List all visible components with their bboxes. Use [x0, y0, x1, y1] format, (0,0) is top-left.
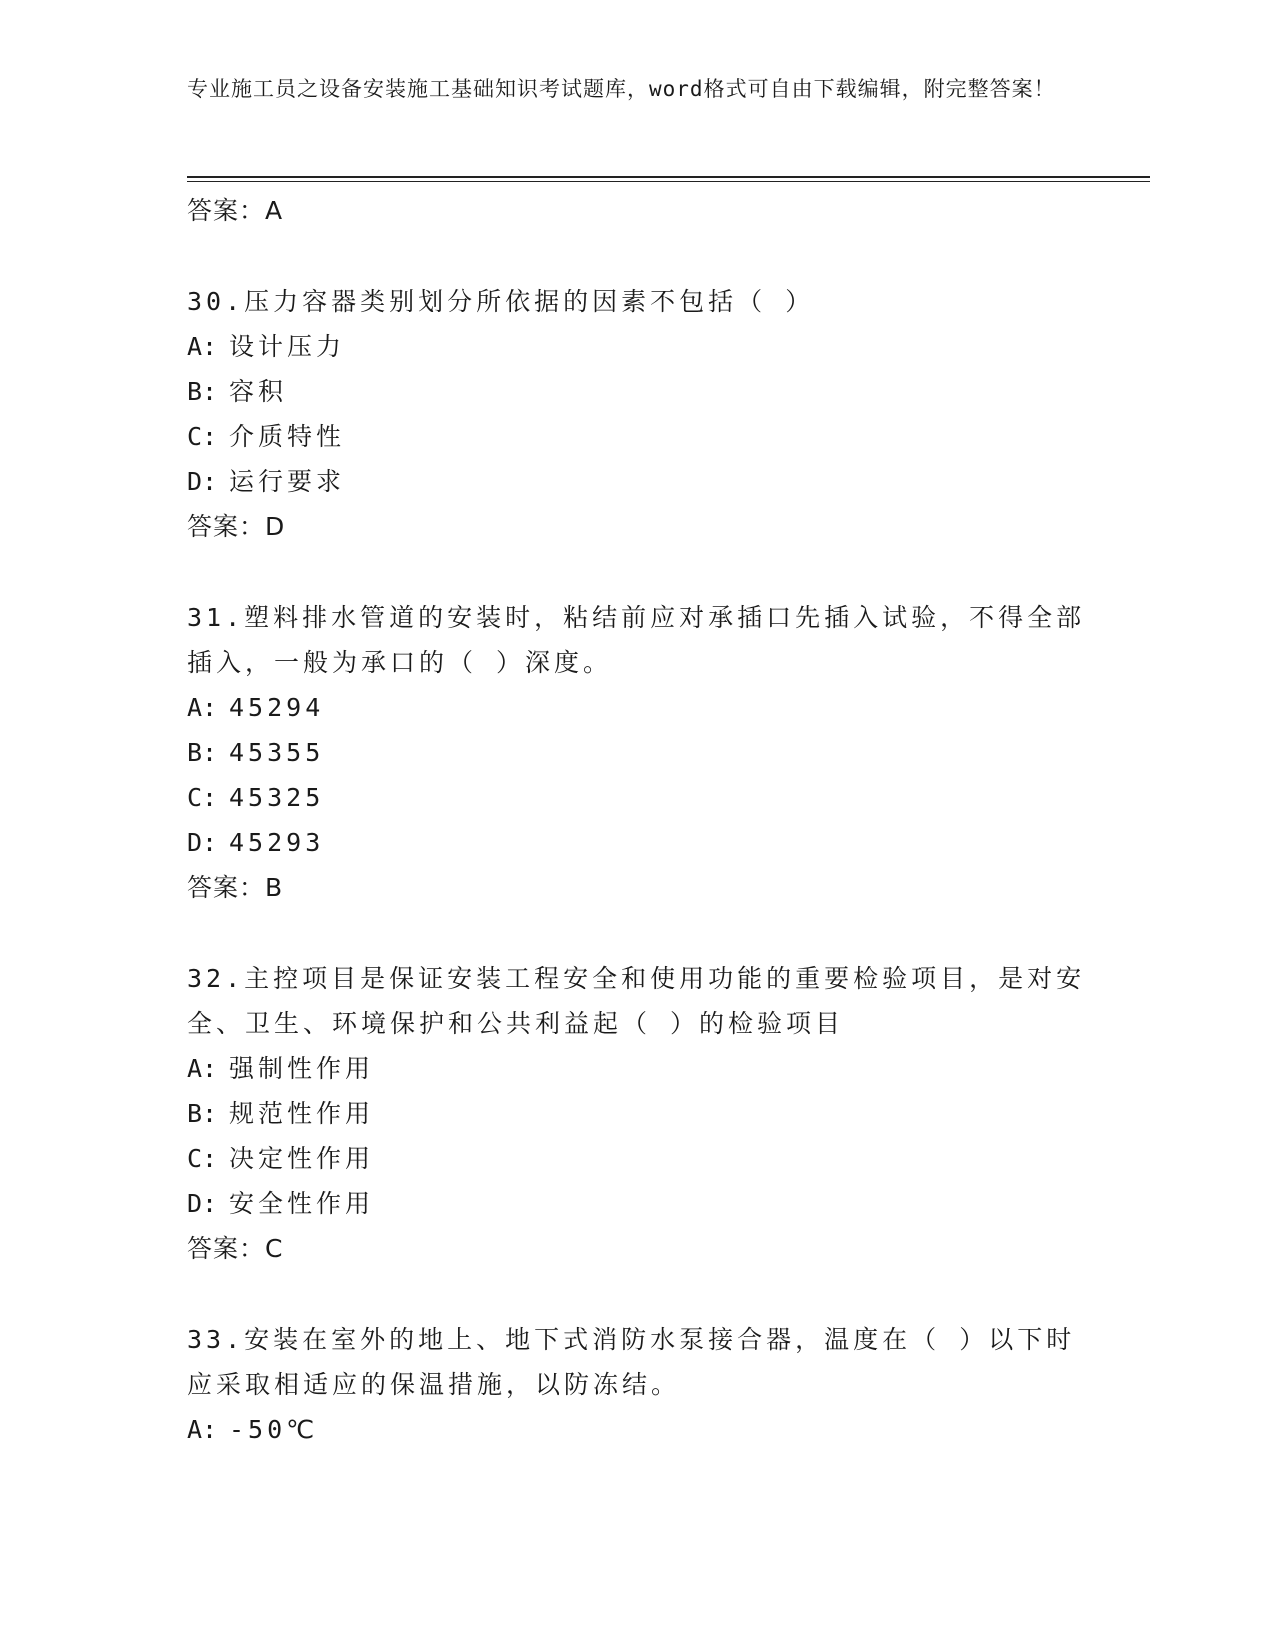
- option-text: 规范性作用: [229, 1099, 375, 1128]
- header-divider-thick: [187, 176, 1150, 178]
- option-letter: B:: [187, 377, 218, 406]
- option-letter: A:: [187, 1415, 218, 1444]
- option-a: [187, 324, 1087, 369]
- previous-answer: 答案：A: [187, 196, 284, 225]
- option-c: [187, 775, 1087, 820]
- option-letter: C:: [187, 422, 218, 451]
- header-divider-thin: [187, 181, 1150, 182]
- option-text: 45294: [229, 693, 325, 722]
- option-letter: B:: [187, 1099, 218, 1128]
- option-letter: A:: [187, 1054, 218, 1083]
- option-text: 设计压力: [229, 332, 346, 361]
- option-c: [187, 414, 1087, 459]
- option-letter: C:: [187, 783, 218, 812]
- option-text: 介质特性: [229, 422, 346, 451]
- answer-line: 答案：D: [187, 512, 286, 541]
- question-33: [187, 1317, 1087, 1452]
- option-a: [187, 685, 1087, 730]
- option-b: [187, 730, 1087, 775]
- option-letter: D:: [187, 1189, 218, 1218]
- option-b: [187, 369, 1087, 414]
- question-stem: 33.安装在室外的地上、地下式消防水泵接合器，温度在（ ）以下时应采取相适应的保温措施，以防冻结。: [187, 1325, 1076, 1399]
- question-31: [187, 595, 1087, 910]
- option-letter: D:: [187, 467, 218, 496]
- option-text: 强制性作用: [229, 1054, 375, 1083]
- question-stem: 30.压力容器类别划分所依据的因素不包括（ ）: [187, 287, 815, 316]
- option-text: 45293: [229, 828, 325, 857]
- option-letter: A:: [187, 332, 218, 361]
- question-stem: 31.塑料排水管道的安装时，粘结前应对承插口先插入试验，不得全部插入，一般为承口的（ ）深度。: [187, 603, 1086, 677]
- option-letter: B:: [187, 738, 218, 767]
- option-text: -50℃: [229, 1415, 319, 1444]
- option-text: 运行要求: [229, 467, 346, 496]
- question-stem: 32.主控项目是保证安装工程安全和使用功能的重要检验项目，是对安全、卫生、环境保护和公共利益起（ ）的检验项目: [187, 964, 1086, 1038]
- option-text: 45325: [229, 783, 325, 812]
- option-a: [187, 1046, 1087, 1091]
- option-letter: D:: [187, 828, 218, 857]
- option-text: 45355: [229, 738, 325, 767]
- answer-line: 答案：B: [187, 873, 284, 902]
- option-text: 决定性作用: [229, 1144, 375, 1173]
- answer-line: 答案：C: [187, 1234, 284, 1263]
- option-text: 容积: [229, 377, 288, 406]
- question-30: [187, 279, 1087, 549]
- option-letter: A:: [187, 693, 218, 722]
- option-text: 安全性作用: [229, 1189, 375, 1218]
- option-d: [187, 820, 1087, 865]
- option-a: [187, 1407, 1087, 1452]
- document-header: 专业施工员之设备安装施工基础知识考试题库，word格式可自由下载编辑，附完整答案！: [187, 77, 1056, 101]
- document-body: [187, 188, 1087, 1452]
- question-32: [187, 956, 1087, 1271]
- option-b: [187, 1091, 1087, 1136]
- option-letter: C:: [187, 1144, 218, 1173]
- option-d: [187, 1181, 1087, 1226]
- option-c: [187, 1136, 1087, 1181]
- option-d: [187, 459, 1087, 504]
